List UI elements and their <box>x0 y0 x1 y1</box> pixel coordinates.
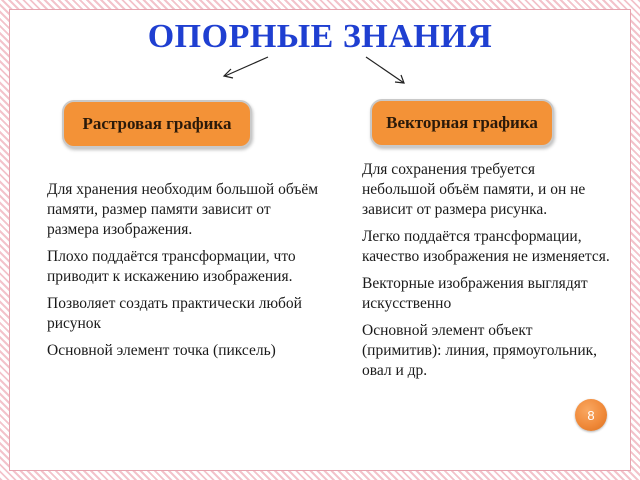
vector-list <box>362 160 612 388</box>
raster-list <box>47 180 322 368</box>
arrow-left-icon <box>225 57 268 76</box>
arrow-right-icon <box>366 57 404 83</box>
vector-item: Основной элемент объект (примитив): линия, прямоугольник, овал и др. <box>362 322 598 379</box>
vector-item: Для сохранения требуется небольшой объём памяти, и он не зависит от размера рисунка. <box>362 161 586 218</box>
vector-item: Легко поддаётся трансформации, качество изображения не изменяется. <box>362 228 610 265</box>
vector-item: Векторные изображения выглядят искусственно <box>362 275 588 312</box>
vector-graphics-heading: Векторная графика <box>370 99 554 147</box>
raster-item: Основной элемент точка (пиксель) <box>47 342 276 359</box>
page-number-badge: 8 <box>575 399 607 431</box>
raster-item: Для хранения необходим большой объём памяти, размер памяти зависит от размера изображения. <box>47 181 319 238</box>
raster-graphics-heading: Растровая графика <box>62 100 252 148</box>
raster-item: Позволяет создать практически любой рисунок <box>47 295 302 332</box>
raster-item: Плохо поддаётся трансформации, что приводит к искажению изображения. <box>47 248 296 285</box>
slide-title: ОПОРНЫЕ ЗНАНИЯ <box>147 18 493 55</box>
